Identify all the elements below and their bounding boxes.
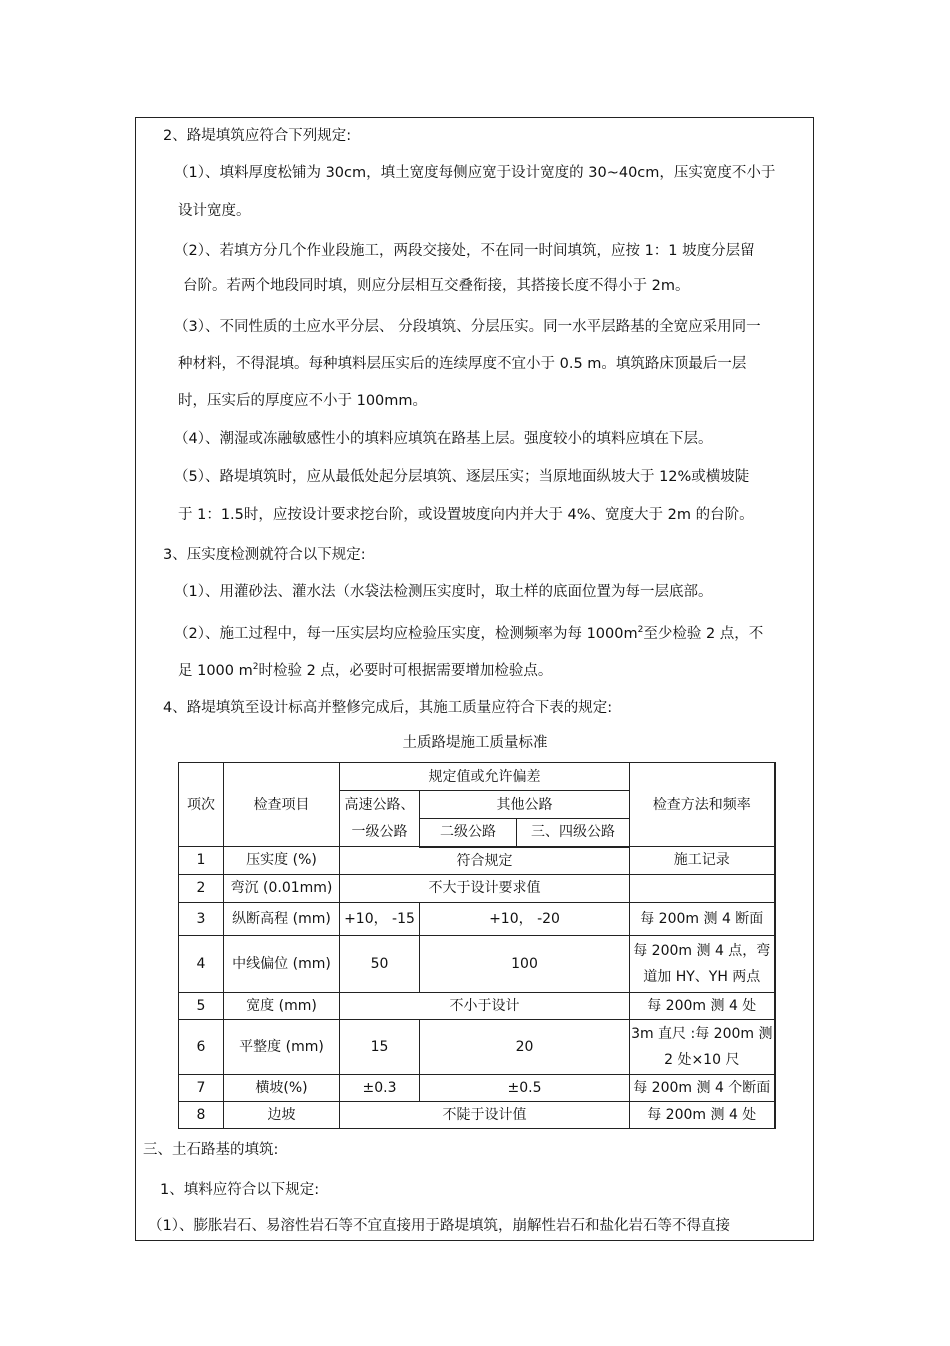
para2-item2-line2: 台阶。若两个地段同时填，则应分层相互交叠衔接，其搭接长度不得小于 2m。 xyxy=(183,278,690,294)
table-row: 5 宽度 (mm) 不小于设计 每 200m 测 4 处 xyxy=(179,992,775,1019)
table-row: 2 弯沉 (0.01mm) 不大于设计要求值 xyxy=(179,874,775,902)
section-three-item1: （1）、膨胀岩石、易溶性岩石等不宜直接用于路堤填筑，崩解性岩石和盐化岩石等不得直接 xyxy=(148,1218,730,1234)
para2-item5-line1: （5）、路堤填筑时，应从最低处起分层填筑、逐层压实；当原地面纵坡大于 12%或横坡陡 xyxy=(174,469,750,485)
para3-item2-line1: （2）、施工过程中，每一压实层均应检验压实度，检测频率为每 $1000m^2$至少检验 2 点，不 xyxy=(174,625,764,642)
para2-item1-line1: （1）、填料厚度松铺为 30cm，填土宽度每侧应宽于设计宽度的 30~40cm，压实宽度不小于 xyxy=(174,165,776,181)
header-method: 检查方法和频率 xyxy=(630,763,775,847)
para2-item1-line2: 设计宽度。 xyxy=(178,203,251,219)
header-no: 项次 xyxy=(179,763,224,847)
header-grade2: 二级公路 xyxy=(420,819,517,847)
table-row: 4 中线偏位 (mm) 50 100 每 200m 测 4 点，弯 道加 HY、YH 两点 xyxy=(179,935,775,992)
header-highway: 高速公路、 一级公路 xyxy=(340,791,420,847)
section-three-sub1: 1、填料应符合以下规定: xyxy=(160,1182,320,1198)
quality-standard-table xyxy=(178,762,776,1129)
table-row: 8 边坡 不陡于设计值 每 200m 测 4 处 xyxy=(179,1101,775,1128)
header-spec: 规定值或允许偏差 xyxy=(340,763,630,791)
section-2-heading: 2、路堤填筑应符合下列规定: xyxy=(163,128,352,144)
para2-item5-line2: 于 1：1.5时，应按设计要求挖台阶，或设置坡度向内并大于 4%、宽度大于 2m 的台阶。 xyxy=(178,507,754,523)
para3-item1: （1）、用灌砂法、灌水法（水袋法检测压实度时，取土样的底面位置为每一层底部。 xyxy=(174,584,713,600)
para2-item3-line1: （3）、不同性质的土应水平分层、 分段填筑、分层压实。同一水平层路基的全宽应采用同一 xyxy=(174,319,761,335)
header-other-roads: 其他公路 xyxy=(420,791,630,819)
para2-item3-line3: 时，压实后的厚度应不小于 100mm。 xyxy=(178,393,428,409)
section-3-heading: 3、压实度检测就符合以下规定: xyxy=(163,547,366,563)
table-row: 7 横坡(%) ±0.3 ±0.5 每 200m 测 4 个断面 xyxy=(179,1074,775,1101)
header-grade34: 三、四级公路 xyxy=(517,819,630,847)
para2-item4: （4）、潮湿或冻融敏感性小的填料应填筑在路基上层。强度较小的填料应填在下层。 xyxy=(174,431,713,447)
table-row: 6 平整度 (mm) 15 20 3m 直尺 :每 200m 测 2 处×10 尺 xyxy=(179,1019,775,1074)
table-row: 3 纵断高程 (mm) +10， -15 +10， -20 每 200m 测 4 断面 xyxy=(179,902,775,935)
table-title: 土质路堤施工质量标准 xyxy=(402,735,548,751)
header-item: 检查项目 xyxy=(224,763,340,847)
section-4-heading: 4、路堤填筑至设计标高并整修完成后，其施工质量应符合下表的规定: xyxy=(163,700,613,716)
section-three-heading: 三、土石路基的填筑: xyxy=(143,1142,279,1158)
para3-item2-line2: 足 1000 $m^2$时检验 2 点，必要时可根据需要增加检验点。 xyxy=(178,662,553,679)
table-row: 1 压实度 (%) 符合规定 施工记录 xyxy=(179,847,775,875)
para2-item3-line2: 种材料，不得混填。每种填料层压实后的连续厚度不宜小于 0.5 m。填筑路床顶最后一层 xyxy=(178,356,747,372)
para2-item2-line1: （2）、若填方分几个作业段施工，两段交接处，不在同一时间填筑，应按 1：1 坡度分层留 xyxy=(174,243,755,259)
